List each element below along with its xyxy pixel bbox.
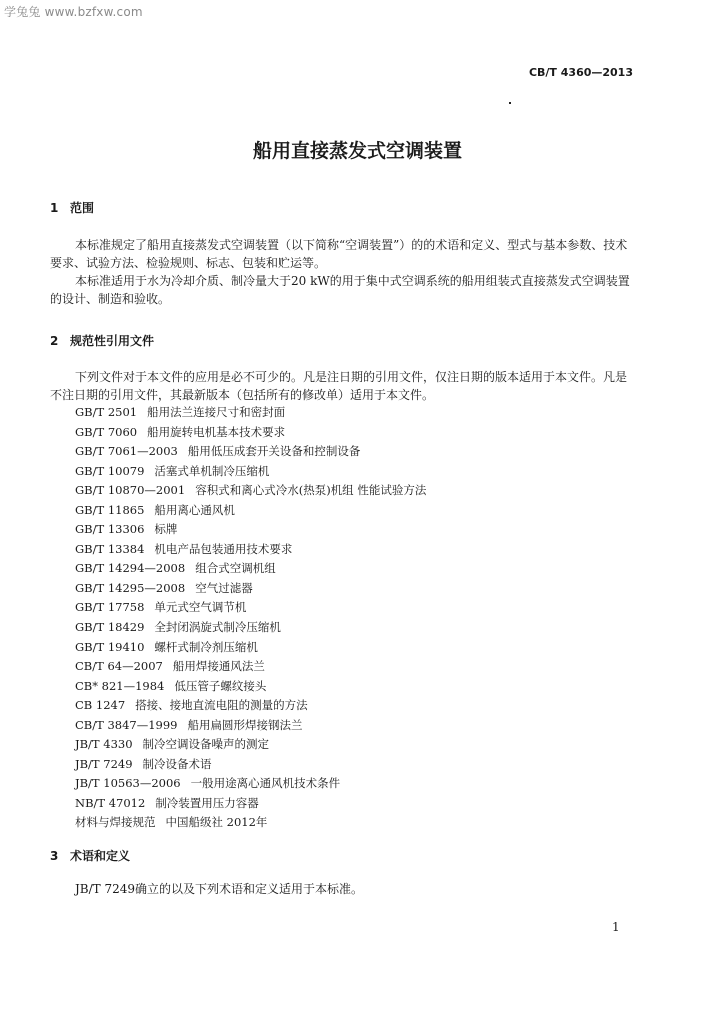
section-3-heading (50, 847, 130, 864)
reference-title: 全封闭涡旋式制冷压缩机 (154, 620, 281, 635)
reference-title: 螺杆式制冷剂压缩机 (154, 639, 258, 654)
reference-title: 机电产品包装通用技术要求 (154, 541, 293, 556)
reference-code: CB/T 3847—1999 (75, 717, 178, 732)
reference-code: CB/T 64—2007 (75, 659, 163, 674)
reference-code: CB* 821—1984 (75, 678, 165, 693)
section-2-heading (50, 332, 154, 349)
reference-code: GB/T 11865 (75, 502, 145, 517)
reference-title: 船用离心通风机 (154, 502, 235, 517)
document-title: 船用直接蒸发式空调装置 (252, 140, 462, 162)
reference-title: 船用扁圆形焊接钢法兰 (187, 717, 303, 732)
reference-item (75, 598, 426, 618)
reference-item (75, 540, 426, 560)
reference-item (75, 618, 426, 638)
reference-item (75, 442, 426, 462)
reference-item (75, 403, 426, 423)
reference-item (75, 559, 426, 579)
reference-code: JB/T 10563—2006 (75, 776, 181, 791)
reference-title: 单元式空气调节机 (154, 600, 247, 615)
section-1-paragraph-2: 本标准适用于水为冷却介质、制冷量大于20 kW的用于集中式空调系统的船用组装式直接蒸发式空调装置的设计、制造和验收。 (50, 274, 630, 306)
reference-item (75, 520, 426, 540)
section-title: 范围 (70, 201, 95, 215)
reference-title: 空气过滤器 (195, 580, 253, 595)
reference-code: 材料与焊接规范 (75, 815, 156, 830)
normative-references-list (75, 403, 426, 833)
reference-title: 搭接、接地直流电阻的测量的方法 (135, 698, 308, 713)
reference-item (75, 696, 426, 716)
reference-title: 制冷设备术语 (142, 756, 212, 771)
reference-title: 制冷装置用压力容器 (155, 795, 259, 810)
reference-code: GB/T 13384 (75, 541, 145, 556)
reference-item (75, 462, 426, 482)
reference-code: GB/T 7060 (75, 424, 138, 439)
reference-item (75, 677, 426, 697)
section-number: 3 (50, 849, 59, 863)
section-title: 术语和定义 (70, 849, 131, 863)
reference-code: GB/T 18429 (75, 620, 145, 635)
section-1-paragraph-1: 本标准规定了船用直接蒸发式空调装置（以下简称“空调装置”）的的术语和定义、型式与基本参数、技术要求、试验方法、检验规则、标志、包装和贮运等。 (50, 238, 628, 270)
standard-code: CB/T 4360—2013 (528, 66, 633, 79)
reference-item (75, 501, 426, 521)
reference-item (75, 755, 426, 775)
reference-code: JB/T 4330 (75, 737, 133, 752)
section-title: 规范性引用文件 (70, 334, 155, 348)
watermark: 学兔兔 www.bzfxw.com (4, 5, 143, 19)
reference-title: 组合式空调机组 (195, 561, 276, 576)
reference-code: GB/T 10079 (75, 463, 145, 478)
reference-title: 低压管子螺纹接头 (174, 678, 267, 693)
reference-code: GB/T 7061—2003 (75, 444, 178, 459)
reference-code: CB 1247 (75, 698, 126, 713)
section-1-heading (50, 199, 94, 216)
reference-code: GB/T 19410 (75, 639, 145, 654)
reference-item (75, 813, 426, 833)
reference-item (75, 423, 426, 443)
reference-code: GB/T 14294—2008 (75, 561, 186, 576)
reference-title: 活塞式单机制冷压缩机 (154, 463, 270, 478)
page-number: 1 (612, 920, 620, 934)
reference-item (75, 638, 426, 658)
reference-code: GB/T 14295—2008 (75, 580, 186, 595)
section-number: 2 (50, 334, 59, 348)
reference-code: JB/T 7249 (75, 756, 133, 771)
reference-item (75, 794, 426, 814)
section-2-paragraph-1: 下列文件对于本文件的应用是必不可少的。凡是注日期的引用文件，仅注日期的版本适用于本文件。凡是不注日期的引用文件，其最新版本（包括所有的修改单）适用于本文件。 (50, 370, 628, 402)
reference-item (75, 735, 426, 755)
reference-code: GB/T 17758 (75, 600, 145, 615)
reference-item (75, 481, 426, 501)
reference-title: 制冷空调设备噪声的测定 (142, 737, 270, 752)
reference-item (75, 657, 426, 677)
print-speck (509, 102, 511, 104)
reference-title: 中国船级社 2012年 (165, 815, 268, 830)
reference-title: 船用旋转电机基本技术要求 (147, 424, 286, 439)
reference-code: GB/T 10870—2001 (75, 483, 186, 498)
reference-item (75, 579, 426, 599)
reference-title: 船用低压成套开关设备和控制设备 (187, 444, 361, 459)
reference-item (75, 716, 426, 736)
reference-code: GB/T 2501 (75, 405, 138, 419)
section-3-paragraph-1: JB/T 7249确立的以及下列术语和定义适用于本标准。 (75, 882, 364, 896)
reference-title: 船用法兰连接尺寸和密封面 (147, 405, 286, 419)
section-number: 1 (50, 201, 59, 215)
reference-code: NB/T 47012 (75, 795, 146, 810)
reference-title: 容积式和离心式冷水(热泵)机组 性能试验方法 (195, 483, 427, 498)
reference-code: GB/T 13306 (75, 522, 145, 537)
reference-title: 标牌 (154, 522, 178, 537)
reference-item (75, 774, 426, 794)
reference-title: 船用焊接通风法兰 (172, 659, 265, 674)
reference-title: 一般用途离心通风机技术条件 (190, 776, 341, 791)
